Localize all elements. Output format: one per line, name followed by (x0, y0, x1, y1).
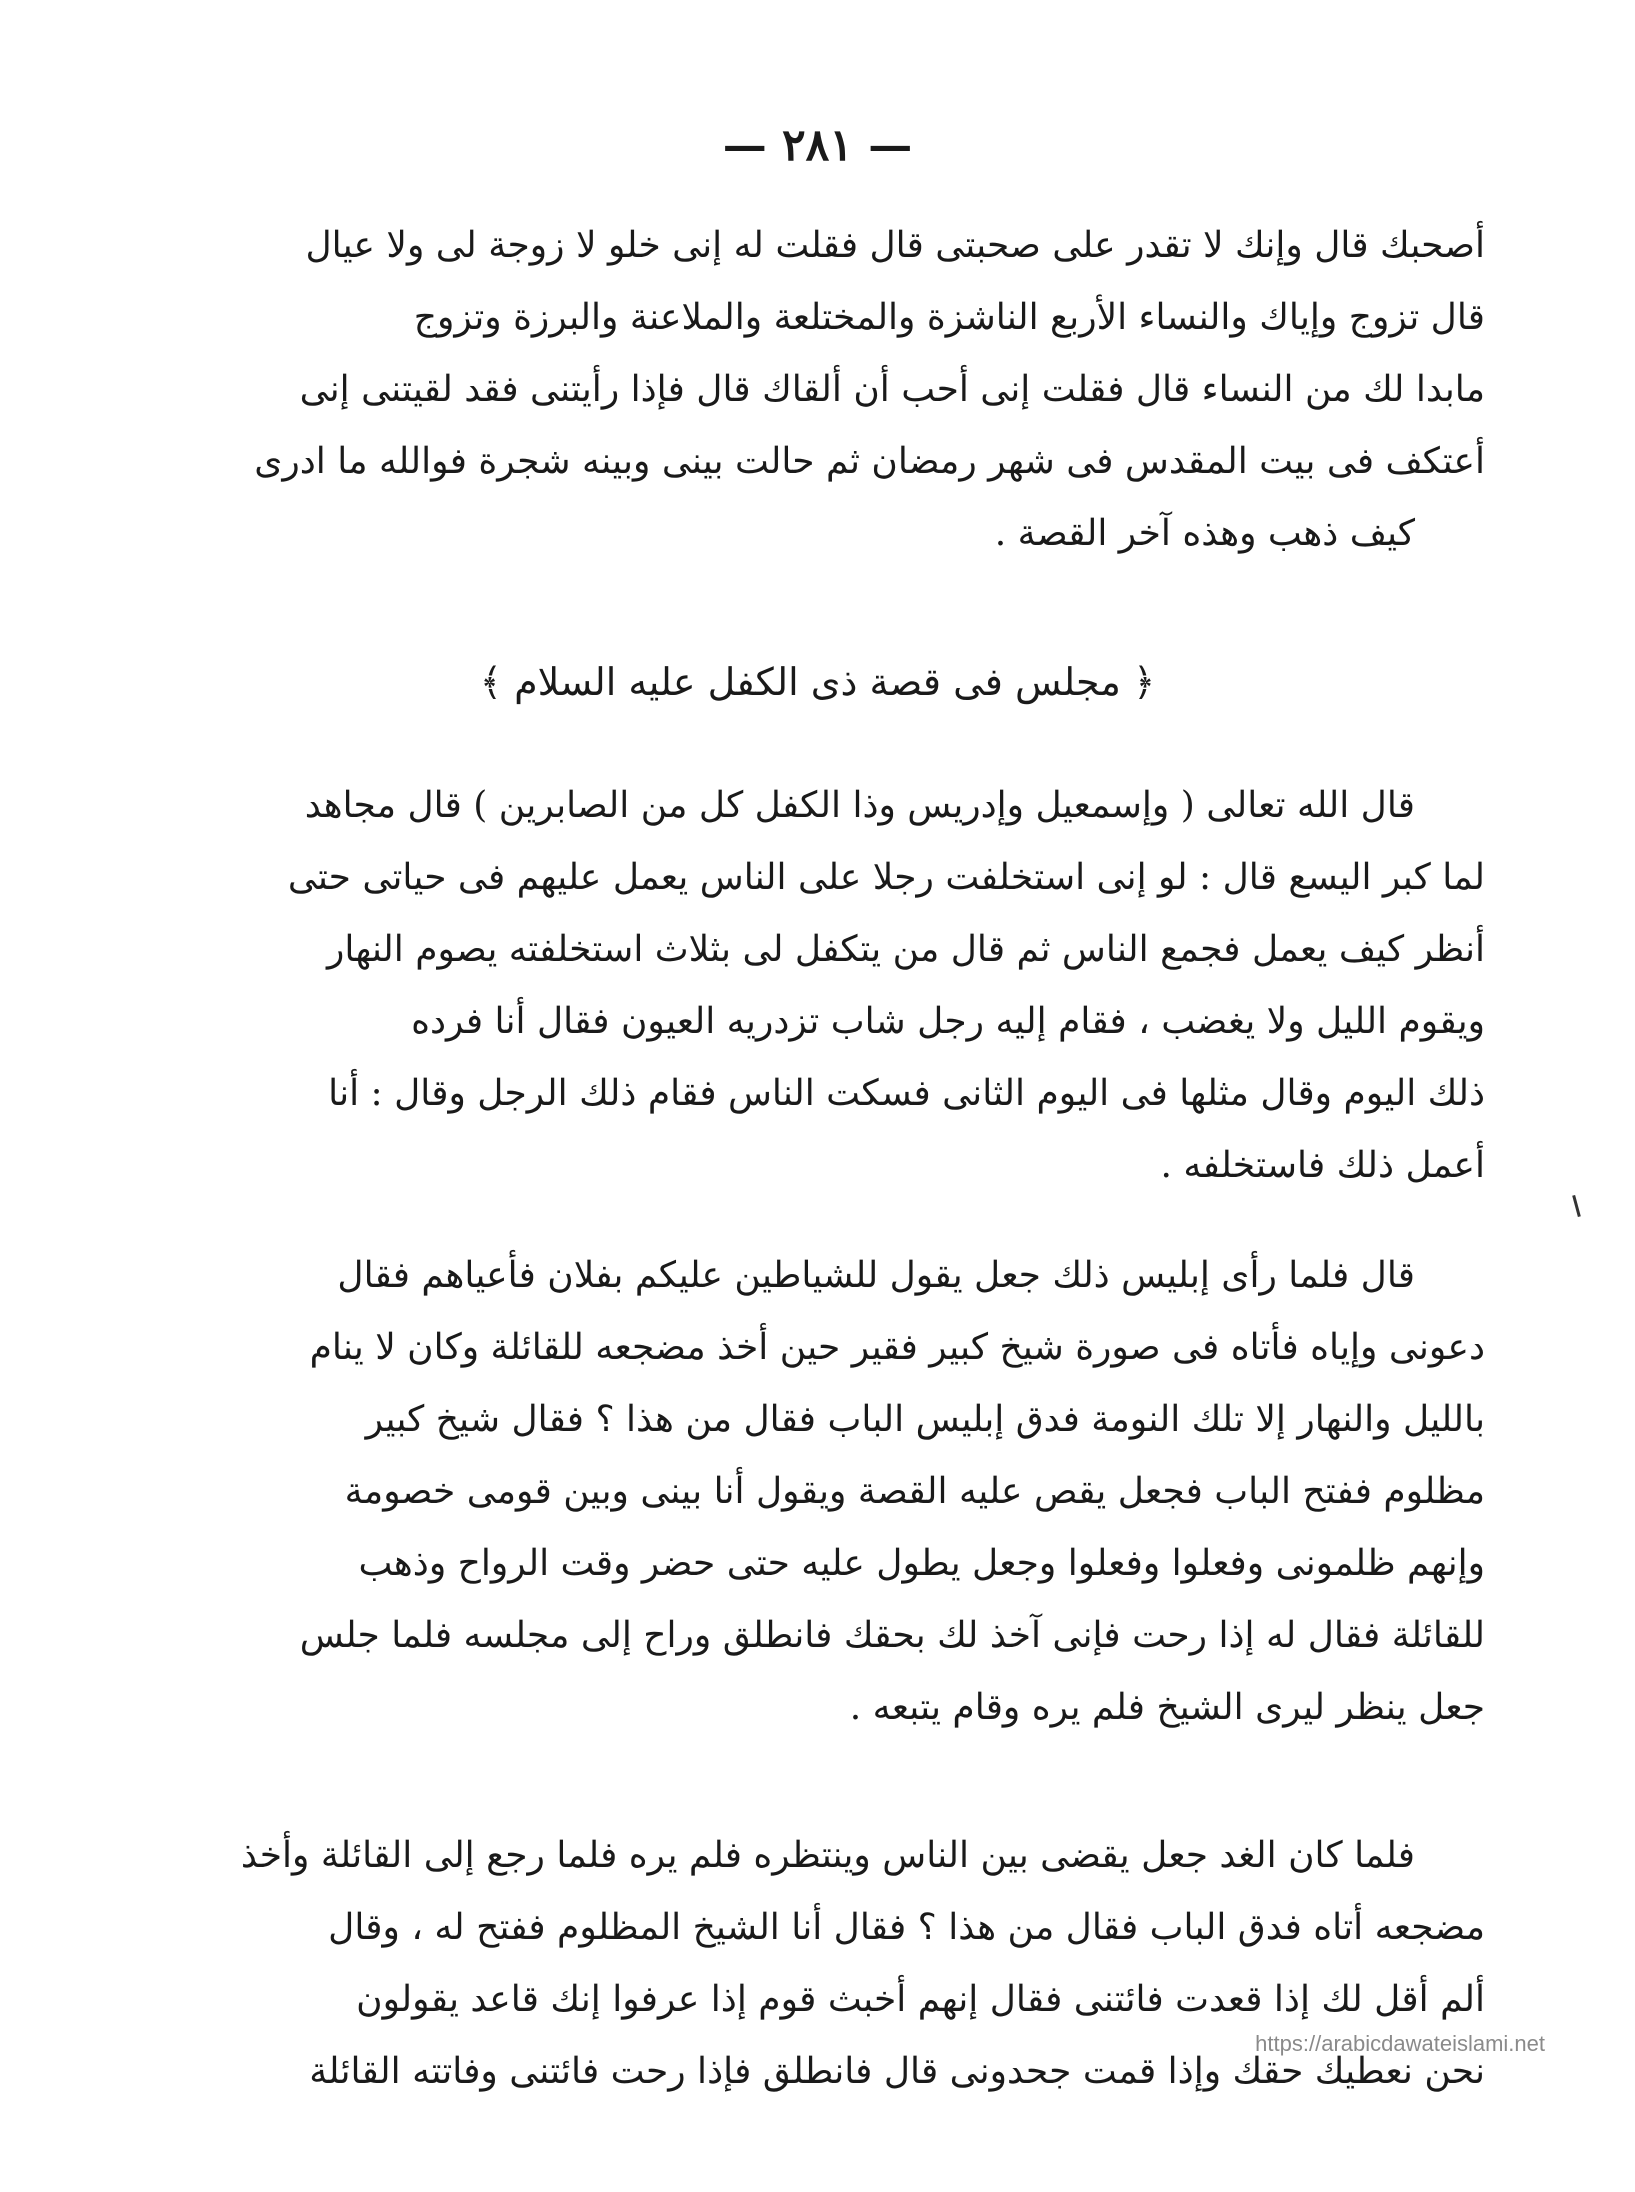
text-line: فلما كان الغد جعل يقضى بين الناس وينتظره فلم يره فلما رجع إلى القائلة وأخذ (240, 1835, 1415, 1876)
text-line: ذلك اليوم وقال مثلها فى اليوم الثانى فسكت الناس فقام ذلك الرجل وقال : أنا (328, 1073, 1485, 1114)
text-line: أنظر كيف يعمل فجمع الناس ثم قال من يتكفل لى بثلاث استخلفته يصوم النهار (326, 929, 1485, 970)
text-line: أصحبك قال وإنك لا تقدر على صحبتى قال فقلت له إنى خلو لا زوجة لى ولا عيال (305, 225, 1485, 266)
paragraph-4 (170, 1820, 1485, 2108)
text-line: بالليل والنهار إلا تلك النومة فدق إبليس الباب فقال من هذا ؟ فقال شيخ كبير (365, 1399, 1485, 1440)
text-line: أعمل ذلك فاستخلفه . (1160, 1145, 1485, 1186)
text-line: نحن نعطيك حقك وإذا قمت جحدونى قال فانطلق فإذا رحت فائتنى وفاتته القائلة (309, 2051, 1485, 2092)
text-line: قال الله تعالى ( وإسمعيل وإدريس وذا الكفل كل من الصابرين ) قال مجاهد (304, 785, 1415, 826)
text-line: دعونى وإياه فأتاه فى صورة شيخ كبير فقير حين أخذ مضجعه للقائلة وكان لا ينام (309, 1327, 1485, 1368)
text-line: ألم أقل لك إذا قعدت فائتنى فقال إنهم أخبث قوم إذا عرفوا إنك قاعد يقولون (356, 1979, 1485, 2020)
paragraph-2 (170, 770, 1485, 1202)
paragraph-1 (170, 210, 1485, 570)
paragraph-3 (170, 1240, 1485, 1744)
text-line: أعتكف فى بيت المقدس فى شهر رمضان ثم حالت بينى وبينه شجرة فوالله ما ادرى (254, 441, 1485, 482)
text-line: لما كبر اليسع قال : لو إنى استخلفت رجلا على الناس يعمل عليهم فى حياتى حتى (287, 857, 1485, 898)
text-line: جعل ينظر ليرى الشيخ فلم يره وقام يتبعه . (849, 1687, 1485, 1728)
text-line: كيف ذهب وهذه آخر القصة . (994, 513, 1415, 554)
text-line: قال تزوج وإياك والنساء الأربع الناشزة والمختلعة والملاعنة والبرزة وتزوج (413, 297, 1485, 338)
text-line: ويقوم الليل ولا يغضب ، فقام إليه رجل شاب تزدريه العيون فقال أنا فرده (411, 1001, 1485, 1042)
section-heading: ﴿ مجلس فى قصة ذى الكفل عليه السلام ﴾ (479, 660, 1156, 704)
text-line: مضجعه أتاه فدق الباب فقال من هذا ؟ فقال أنا الشيخ المظلوم ففتح له ، وقال (328, 1907, 1485, 1948)
text-line: مابدا لك من النساء قال فقلت إنى أحب أن ألقاك قال فإذا رأيتنى فقد لقيتنى إنى (299, 369, 1485, 410)
text-line: وإنهم ظلمونى وفعلوا وفعلوا وجعل يطول عليه حتى حضر وقت الرواح وذهب (358, 1543, 1485, 1584)
text-line: للقائلة فقال له إذا رحت فإنى آخذ لك بحقك فانطلق وراح إلى مجلسه فلما جلس (299, 1615, 1485, 1656)
page-number: — ٢٨١ — (722, 120, 913, 171)
source-watermark: https://arabicdawateislami.net (1255, 2031, 1545, 2056)
scan-artifact (1572, 1195, 1581, 1217)
text-line: قال فلما رأى إبليس ذلك جعل يقول للشياطين عليكم بفلان فأعياهم فقال (337, 1255, 1415, 1296)
text-line: مظلوم ففتح الباب فجعل يقص عليه القصة ويقول أنا بينى وبين قومى خصومة (344, 1471, 1485, 1512)
